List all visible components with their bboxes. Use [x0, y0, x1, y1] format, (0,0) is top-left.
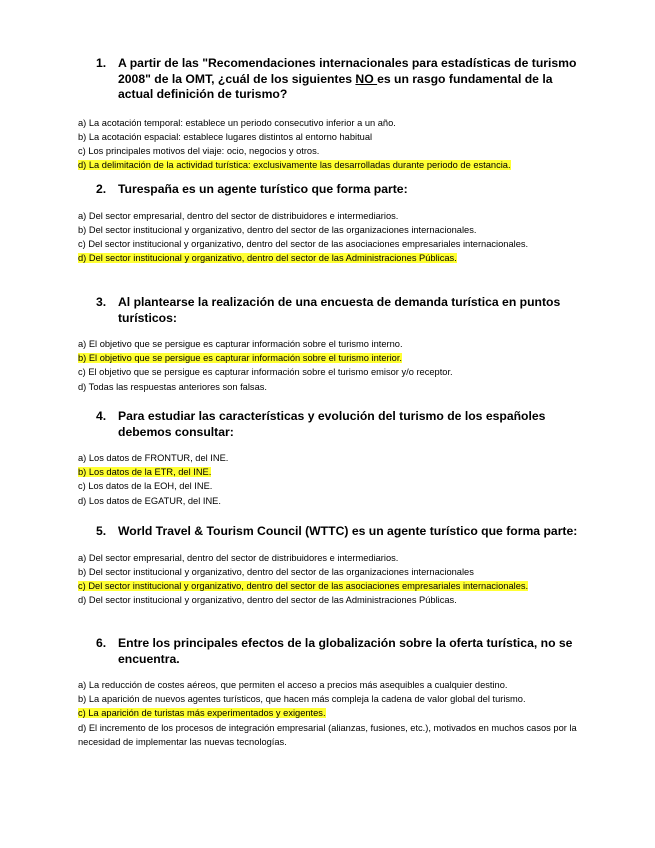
question-heading	[96, 295, 578, 326]
option-b: b) Del sector institucional y organizativo, dentro del sector de las organizaciones internacionales.	[78, 224, 477, 235]
option-d	[78, 251, 578, 265]
option-a: a) La acotación temporal: establece un periodo consecutivo inferior a un año.	[78, 117, 396, 128]
option-c: c) Los principales motivos del viaje: ocio, negocios y otros.	[78, 145, 320, 156]
highlighted-answer: c) La aparición de turistas más experimentados y exigentes.	[78, 708, 326, 719]
option-d: d) Todas las respuestas anteriores son falsas.	[78, 381, 267, 392]
options-list	[78, 551, 578, 608]
option-b	[78, 465, 578, 479]
highlighted-answer: b) El objetivo que se persigue es capturar información sobre el turismo interior.	[78, 353, 403, 364]
question-title: Turespaña es un agente turístico que forma parte:	[118, 182, 408, 196]
question-number: 5.	[96, 524, 107, 538]
option-d: d) El incremento de los procesos de integración empresarial (alianzas, fusiones, etc.), motivados en muchos casos por la necesidad de implementar las nuevas tecnologías.	[78, 722, 577, 747]
question-number: 2.	[96, 182, 107, 196]
question-heading	[96, 409, 578, 440]
option-b	[78, 351, 578, 365]
question-title: A partir de las "Recomendaciones internacionales para estadísticas de turismo 2008" de la OMT, ¿cuál de los siguientes NO es un rasgo fundamental de la actual definición de turismo?	[118, 56, 577, 101]
emphasis-no: NO	[355, 71, 378, 86]
option-c: c) El objetivo que se persigue es capturar información sobre el turismo emisor y/o receptor.	[78, 367, 453, 378]
option-c	[78, 579, 578, 593]
option-c	[78, 706, 578, 720]
question-heading	[96, 524, 578, 540]
option-d: d) Los datos de EGATUR, del INE.	[78, 495, 221, 506]
question-3	[78, 295, 578, 394]
highlighted-answer: d) La delimitación de la actividad turística: exclusivamente las desarrolladas durante periodo de estancia.	[78, 160, 511, 171]
option-a: a) La reducción de costes aéreos, que permiten el acceso a precios más asequibles a cualquier destino.	[78, 680, 508, 690]
highlighted-answer: b) Los datos de la ETR, del INE.	[78, 467, 212, 478]
question-number: 3.	[96, 295, 107, 309]
question-title: Entre los principales efectos de la globalización sobre la oferta turística, no se encuentra.	[118, 636, 573, 666]
question-4	[78, 409, 578, 508]
option-d: d) Del sector institucional y organizativo, dentro del sector de las Administraciones Públicas.	[78, 595, 457, 606]
option-b: b) La acotación espacial: establece lugares distintos al entorno habitual	[78, 131, 373, 142]
question-5	[78, 524, 578, 607]
options-list	[78, 678, 578, 749]
option-b: b) Del sector institucional y organizativo, dentro del sector de las organizaciones internacionales	[78, 566, 474, 577]
option-b: b) La aparición de nuevos agentes turísticos, que hacen más compleja la cadena de valor global del turismo.	[78, 694, 526, 705]
option-c: c) Del sector institucional y organizativo, dentro del sector de las asociaciones empresariales internacionales.	[78, 238, 529, 249]
highlighted-answer: c) Del sector institucional y organizativo, dentro del sector de las asociaciones empresariales internacionales.	[78, 580, 529, 591]
question-number: 1.	[96, 56, 107, 70]
option-c: c) Los datos de la EOH, del INE.	[78, 481, 213, 492]
options-list	[78, 337, 578, 394]
option-a: a) Del sector empresarial, dentro del sector de distribuidores e intermediarios.	[78, 552, 399, 563]
question-heading	[96, 56, 578, 103]
option-a: a) Los datos de FRONTUR, del INE.	[78, 453, 229, 463]
question-title: Para estudiar las características y evolución del turismo de los españoles debemos consultar:	[118, 409, 546, 439]
question-1	[78, 56, 578, 172]
option-d	[78, 158, 578, 172]
highlighted-answer: d) Del sector institucional y organizativo, dentro del sector de las Administraciones Públicas.	[78, 253, 457, 264]
question-title: Al plantearse la realización de una encuesta de demanda turística en puntos turísticos:	[118, 295, 561, 325]
options-list	[78, 451, 578, 508]
options-list	[78, 209, 578, 266]
question-2	[78, 182, 578, 265]
option-a: a) El objetivo que se persigue es capturar información sobre el turismo interno.	[78, 339, 403, 349]
question-6	[78, 636, 578, 749]
question-number: 4.	[96, 409, 107, 423]
options-list	[78, 116, 578, 173]
question-heading	[96, 182, 578, 198]
question-heading	[96, 636, 578, 667]
question-title: World Travel & Tourism Council (WTTC) es un agente turístico que forma parte:	[118, 524, 578, 538]
option-a: a) Del sector empresarial, dentro del sector de distribuidores e intermediarios.	[78, 210, 399, 221]
question-number: 6.	[96, 636, 107, 650]
